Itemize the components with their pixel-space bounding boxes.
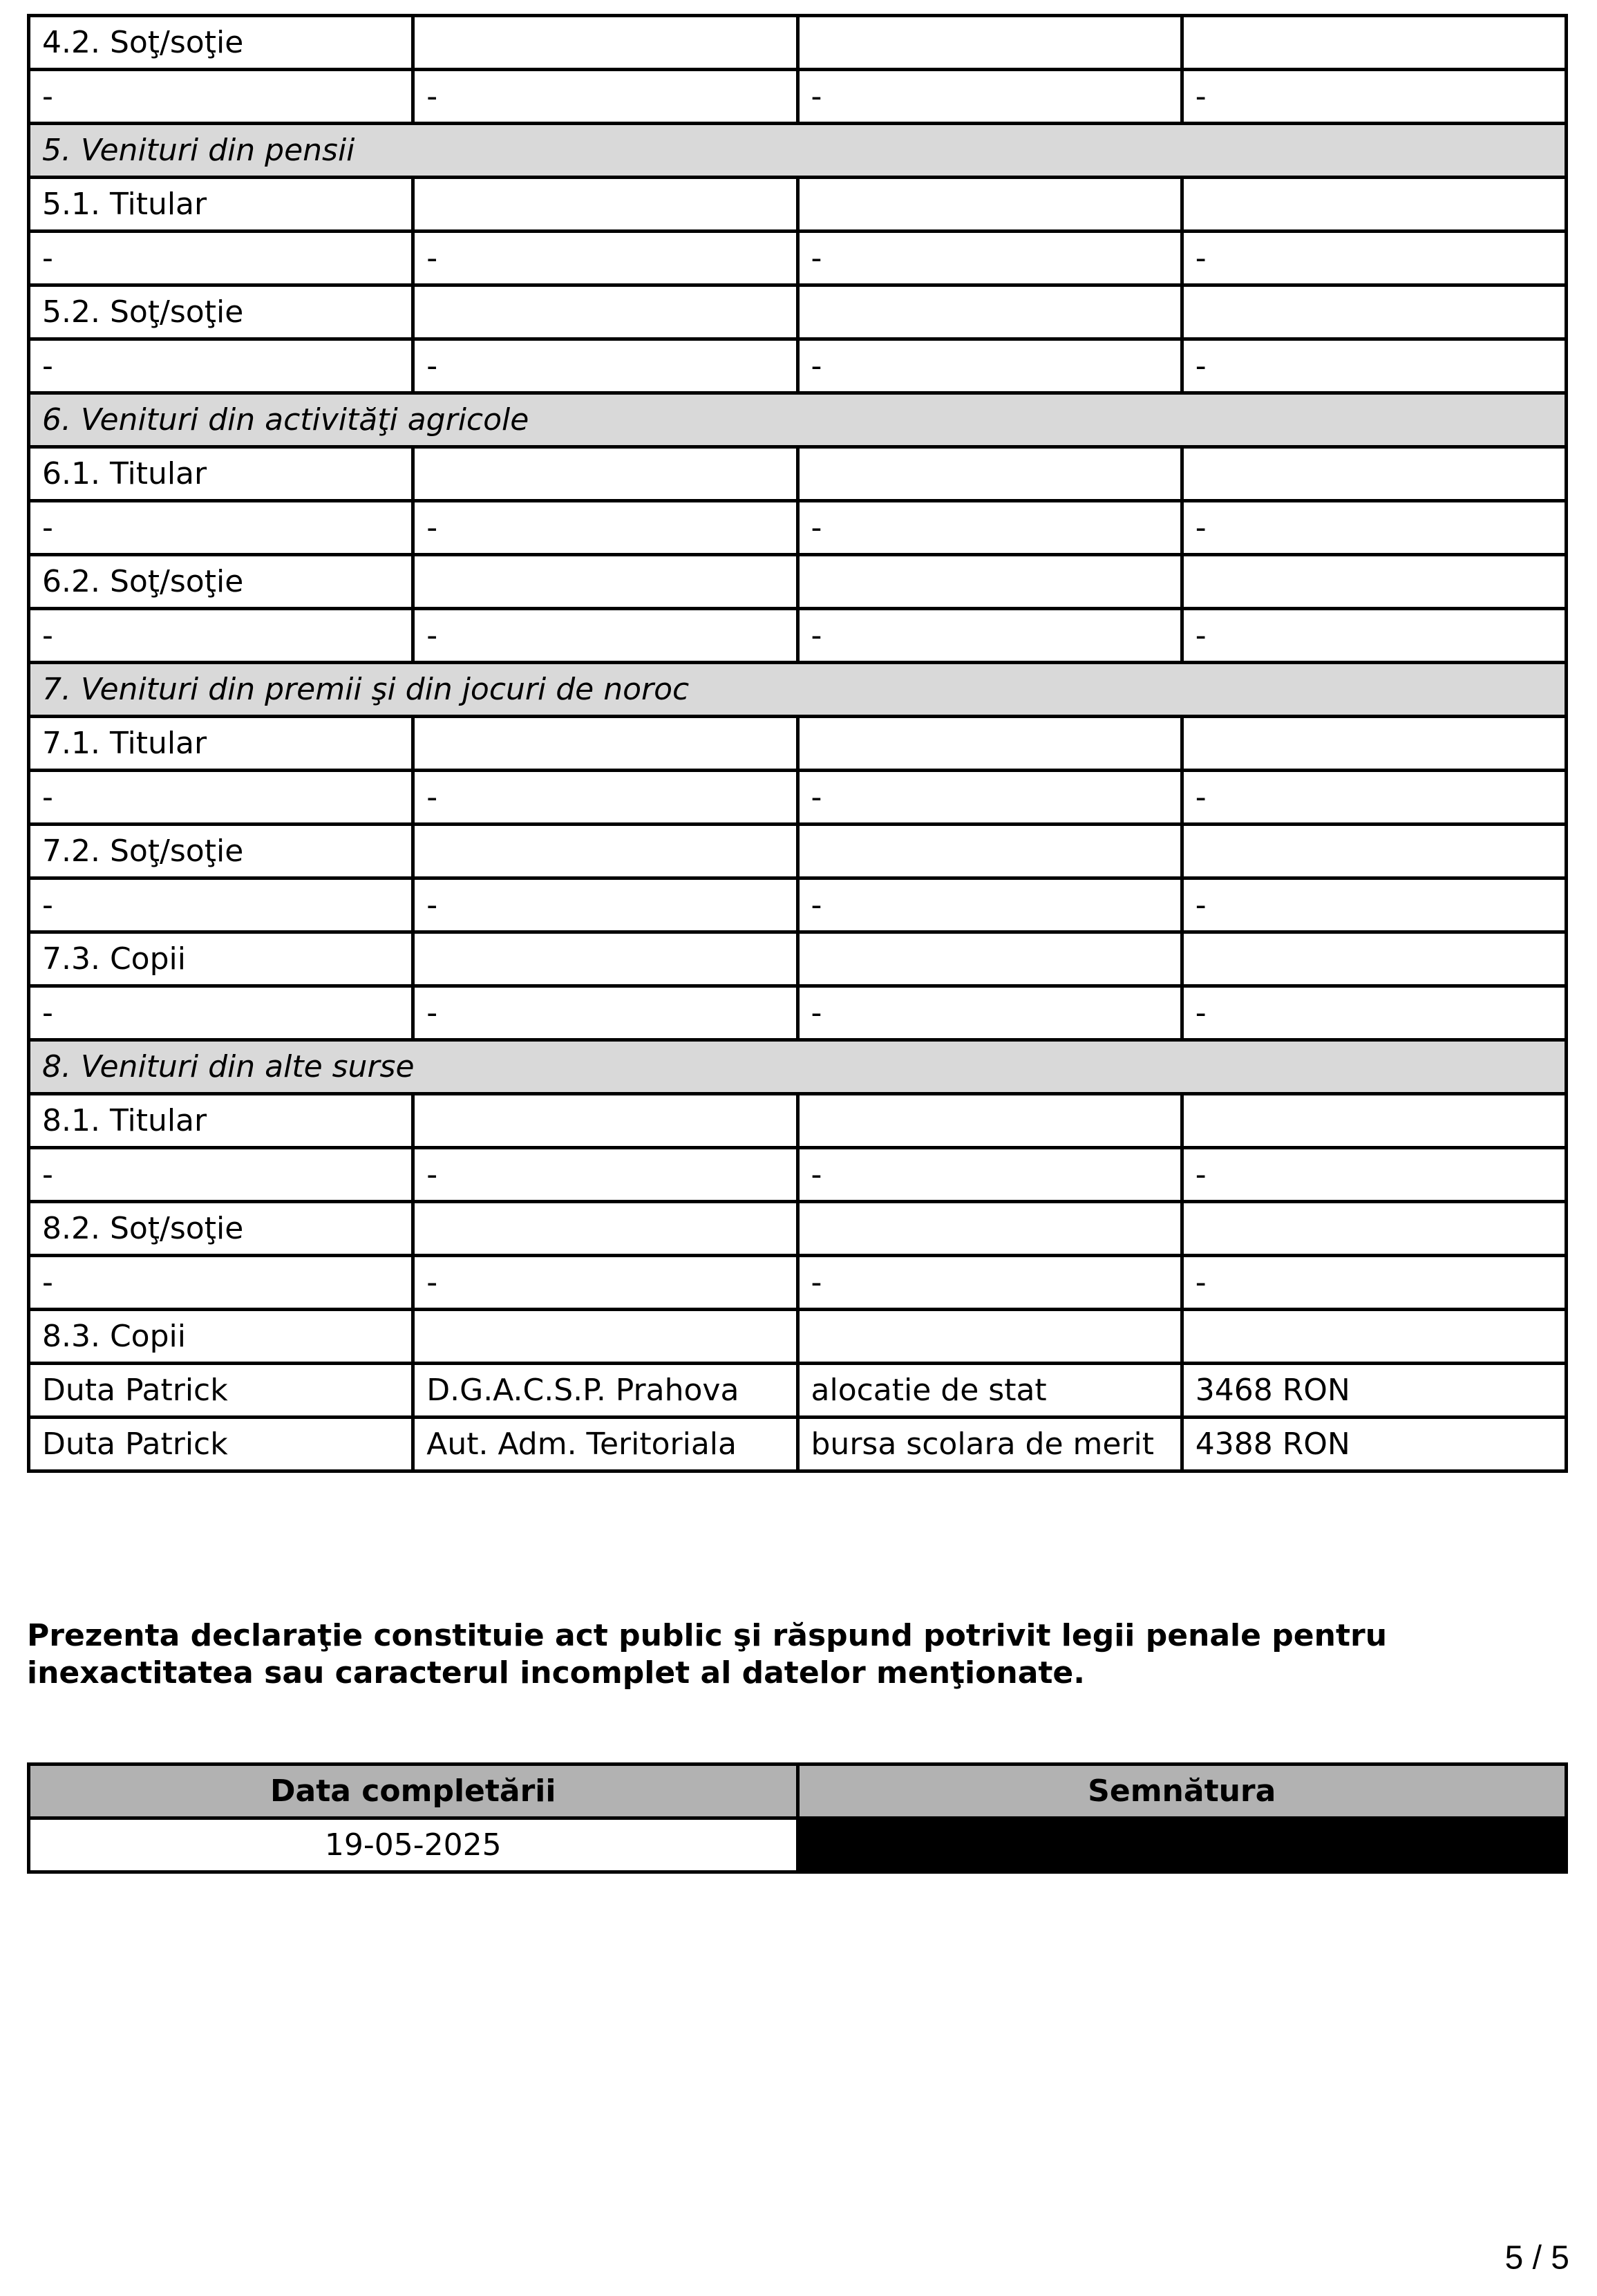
table-row xyxy=(29,609,1567,663)
empty-cell xyxy=(1182,1202,1566,1256)
empty-cell xyxy=(413,285,797,339)
empty-cell xyxy=(413,447,797,501)
section-title: 7. Venituri din premii şi din jocuri de noroc xyxy=(29,663,1567,717)
empty-cell xyxy=(413,1310,797,1364)
income-cell: - xyxy=(1182,986,1566,1040)
income-table xyxy=(27,14,1568,1473)
empty-cell xyxy=(413,178,797,232)
empty-cell xyxy=(1182,447,1566,501)
source-cell: - xyxy=(413,501,797,555)
beneficiary-cell: - xyxy=(29,501,413,555)
service-cell: - xyxy=(797,501,1182,555)
income-cell: - xyxy=(1182,232,1566,285)
section-title: 8. Venituri din alte surse xyxy=(29,1040,1567,1094)
table-row xyxy=(29,986,1567,1040)
subsection-row xyxy=(29,16,1567,70)
section-header-row xyxy=(29,393,1567,447)
subsection-label: 6.1. Titular xyxy=(29,447,413,501)
section-title: 5. Venituri din pensii xyxy=(29,124,1567,178)
empty-cell xyxy=(413,16,797,70)
table-row xyxy=(29,232,1567,285)
signature-redacted xyxy=(797,1818,1567,1872)
income-cell: - xyxy=(1182,339,1566,393)
beneficiary-cell: - xyxy=(29,339,413,393)
subsection-row xyxy=(29,555,1567,609)
source-cell: Aut. Adm. Teritoriala xyxy=(413,1418,797,1471)
service-cell: - xyxy=(797,1148,1182,1202)
table-row xyxy=(29,771,1567,825)
service-cell: bursa scolara de merit xyxy=(797,1418,1182,1471)
service-cell: alocatie de stat xyxy=(797,1364,1182,1418)
income-cell: - xyxy=(1182,878,1566,932)
declaration-statement: Prezenta declaraţie constituie act public şi răspund potrivit legii penale pentru inexactitatea sau caracterul incomplet al datelor menţionate. xyxy=(27,1618,1388,1691)
table-row xyxy=(29,1418,1567,1471)
table-row xyxy=(29,70,1567,124)
empty-cell xyxy=(797,16,1182,70)
empty-cell xyxy=(413,1094,797,1148)
signature-header: Semnătura xyxy=(797,1765,1567,1818)
service-cell: - xyxy=(797,70,1182,124)
empty-cell xyxy=(797,178,1182,232)
completion-date: 19-05-2025 xyxy=(29,1818,798,1872)
source-cell: - xyxy=(413,339,797,393)
source-cell: - xyxy=(413,1148,797,1202)
income-cell: - xyxy=(1182,70,1566,124)
empty-cell xyxy=(797,285,1182,339)
empty-cell xyxy=(413,932,797,986)
service-cell: - xyxy=(797,771,1182,825)
empty-cell xyxy=(1182,717,1566,771)
empty-cell xyxy=(797,555,1182,609)
empty-cell xyxy=(797,932,1182,986)
beneficiary-cell: - xyxy=(29,70,413,124)
subsection-row xyxy=(29,932,1567,986)
source-cell: - xyxy=(413,771,797,825)
section-title: 6. Venituri din activităţi agricole xyxy=(29,393,1567,447)
beneficiary-cell: Duta Patrick xyxy=(29,1418,413,1471)
source-cell: - xyxy=(413,878,797,932)
service-cell: - xyxy=(797,878,1182,932)
subsection-label: 8.3. Copii xyxy=(29,1310,413,1364)
empty-cell xyxy=(413,717,797,771)
empty-cell xyxy=(1182,1310,1566,1364)
subsection-label: 6.2. Soţ/soţie xyxy=(29,555,413,609)
empty-cell xyxy=(797,1310,1182,1364)
beneficiary-cell: - xyxy=(29,1256,413,1310)
section-header-row xyxy=(29,663,1567,717)
empty-cell xyxy=(413,555,797,609)
section-header-row xyxy=(29,1040,1567,1094)
subsection-label: 8.2. Soţ/soţie xyxy=(29,1202,413,1256)
source-cell: D.G.A.C.S.P. Prahova xyxy=(413,1364,797,1418)
empty-cell xyxy=(797,717,1182,771)
subsection-label: 5.1. Titular xyxy=(29,178,413,232)
income-cell: - xyxy=(1182,501,1566,555)
empty-cell xyxy=(1182,555,1566,609)
subsection-label: 8.1. Titular xyxy=(29,1094,413,1148)
source-cell: - xyxy=(413,986,797,1040)
table-row xyxy=(29,1256,1567,1310)
section-header-row xyxy=(29,124,1567,178)
subsection-row xyxy=(29,447,1567,501)
empty-cell xyxy=(1182,1094,1566,1148)
beneficiary-cell: - xyxy=(29,878,413,932)
signature-table xyxy=(27,1762,1568,1874)
source-cell: - xyxy=(413,70,797,124)
date-header: Data completării xyxy=(29,1765,798,1818)
table-row xyxy=(29,878,1567,932)
subsection-label: 4.2. Soţ/soţie xyxy=(29,16,413,70)
table-row xyxy=(29,1364,1567,1418)
income-cell: - xyxy=(1182,1256,1566,1310)
subsection-label: 7.2. Soţ/soţie xyxy=(29,825,413,878)
subsection-label: 5.2. Soţ/soţie xyxy=(29,285,413,339)
table-row xyxy=(29,1148,1567,1202)
income-cell: 4388 RON xyxy=(1182,1418,1566,1471)
table-row xyxy=(29,339,1567,393)
page-number: 5 / 5 xyxy=(1504,2239,1569,2277)
subsection-row xyxy=(29,178,1567,232)
subsection-label: 7.3. Copii xyxy=(29,932,413,986)
source-cell: - xyxy=(413,609,797,663)
empty-cell xyxy=(797,825,1182,878)
empty-cell xyxy=(1182,285,1566,339)
subsection-row xyxy=(29,1094,1567,1148)
service-cell: - xyxy=(797,339,1182,393)
beneficiary-cell: - xyxy=(29,771,413,825)
empty-cell xyxy=(797,447,1182,501)
beneficiary-cell: Duta Patrick xyxy=(29,1364,413,1418)
subsection-label: 7.1. Titular xyxy=(29,717,413,771)
subsection-row xyxy=(29,285,1567,339)
beneficiary-cell: - xyxy=(29,1148,413,1202)
income-cell: 3468 RON xyxy=(1182,1364,1566,1418)
subsection-row xyxy=(29,825,1567,878)
empty-cell xyxy=(797,1202,1182,1256)
subsection-row xyxy=(29,1310,1567,1364)
source-cell: - xyxy=(413,1256,797,1310)
table-row xyxy=(29,501,1567,555)
empty-cell xyxy=(1182,825,1566,878)
source-cell: - xyxy=(413,232,797,285)
empty-cell xyxy=(413,1202,797,1256)
service-cell: - xyxy=(797,1256,1182,1310)
subsection-row xyxy=(29,717,1567,771)
subsection-row xyxy=(29,1202,1567,1256)
beneficiary-cell: - xyxy=(29,609,413,663)
empty-cell xyxy=(1182,932,1566,986)
service-cell: - xyxy=(797,232,1182,285)
income-cell: - xyxy=(1182,1148,1566,1202)
empty-cell xyxy=(797,1094,1182,1148)
empty-cell xyxy=(1182,178,1566,232)
income-cell: - xyxy=(1182,771,1566,825)
empty-cell xyxy=(413,825,797,878)
empty-cell xyxy=(1182,16,1566,70)
service-cell: - xyxy=(797,609,1182,663)
beneficiary-cell: - xyxy=(29,232,413,285)
income-cell: - xyxy=(1182,609,1566,663)
service-cell: - xyxy=(797,986,1182,1040)
beneficiary-cell: - xyxy=(29,986,413,1040)
